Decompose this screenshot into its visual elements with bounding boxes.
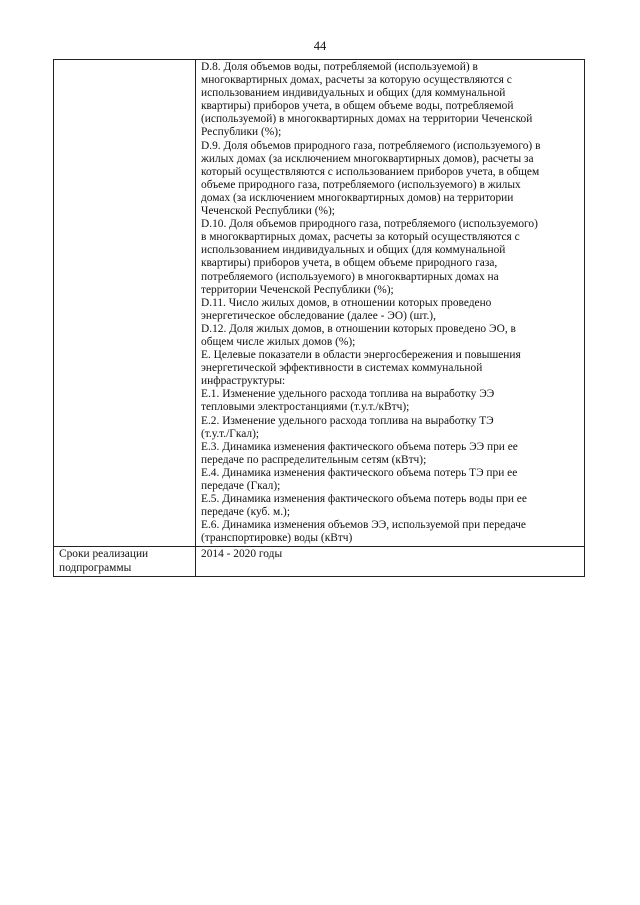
- page-number: 44: [313, 39, 327, 53]
- text-line: квартиры) приборов учета, в общем объеме природного газа,: [201, 257, 498, 270]
- text-line: использованием индивидуальных и общих (для коммунальной: [201, 244, 506, 257]
- text-line: E.1. Изменение удельного расхода топлива на выработку ЭЭ: [201, 388, 495, 401]
- table-row: [54, 547, 585, 576]
- text-line: E. Целевые показатели в области энергосбережения и повышения: [201, 349, 521, 362]
- text-line: энергетической эффективности в системах коммунальной: [201, 362, 483, 375]
- text-line: жилых домах (за исключением многоквартирных домов), расчеты за: [201, 152, 534, 165]
- text-line: территории Чеченской Республики (%);: [201, 283, 394, 296]
- row-label-cell: [54, 547, 196, 576]
- text-line: E.2. Изменение удельного расхода топлива на выработку ТЭ: [201, 414, 494, 427]
- text-line: энергетическое обследование (далее - ЭО) (шт.),: [201, 309, 436, 322]
- text-line: потребляемого (используемого) в многоквартирных домах на: [201, 270, 499, 283]
- text-line: D.12. Доля жилых домов, в отношении которых проведено ЭО, в: [201, 322, 516, 335]
- text-line: который осуществляются с использованием приборов учета, в общем: [201, 165, 540, 178]
- text-line: E.5. Динамика изменения фактического объема потерь воды при ее: [201, 493, 527, 506]
- table-row: [54, 60, 585, 547]
- text-line: (используемой) в многоквартирных домах на территории Чеченской: [201, 113, 533, 126]
- label-line: подпрограммы: [59, 561, 132, 574]
- program-passport-table: [53, 59, 585, 577]
- text-line: (т.у.т./Гкал);: [201, 427, 260, 440]
- text-line: E.6. Динамика изменения объемов ЭЭ, используемой при передаче: [201, 519, 526, 532]
- text-line: D.11. Число жилых домов, в отношении которых проведено: [201, 296, 492, 309]
- text-line: общем числе жилых домов (%);: [201, 335, 356, 348]
- text-line: квартиры) приборов учета, в общем объеме воды, потребляемой: [201, 100, 514, 113]
- text-line: передаче по распределительным сетям (кВтч);: [201, 453, 427, 466]
- text-line: инфраструктуры:: [201, 375, 286, 388]
- text-line: 2014 - 2020 годы: [201, 548, 283, 561]
- text-line: передаче (Гкал);: [201, 480, 281, 492]
- text-line: домах (за исключением многоквартирных домов) на территории: [201, 191, 514, 204]
- text-line: D.8. Доля объемов воды, потребляемой (используемой) в: [201, 61, 478, 73]
- row-content-cell: [196, 547, 585, 576]
- text-line: многоквартирных домах, расчеты за которую осуществляются с: [201, 74, 512, 87]
- row-label-cell: [54, 60, 196, 547]
- text-line: в многоквартирных домах, расчеты за который осуществляются с: [201, 231, 520, 244]
- row-content-cell: [196, 60, 585, 547]
- text-line: объеме природного газа, потребляемого (используемого) в жилых: [201, 178, 521, 191]
- text-line: передаче (куб. м.);: [201, 506, 290, 519]
- label-line: Сроки реализации: [59, 548, 149, 561]
- text-line: (транспортировке) воды (кВтч): [201, 532, 353, 545]
- text-line: E.3. Динамика изменения фактического объема потерь ЭЭ при ее: [201, 440, 518, 453]
- text-line: Республики (%);: [201, 126, 282, 139]
- text-line: E.4. Динамика изменения фактического объема потерь ТЭ при ее: [201, 466, 518, 479]
- text-line: тепловыми электростанциями (т.у.т./кВтч);: [201, 401, 410, 414]
- text-line: D.9. Доля объемов природного газа, потребляемого (используемого) в: [201, 139, 541, 152]
- text-line: Чеченской Республики (%);: [201, 205, 335, 218]
- text-line: использованием индивидуальных и общих (для коммунальной: [201, 87, 506, 100]
- text-line: D.10. Доля объемов природного газа, потребляемого (используемого): [201, 218, 538, 231]
